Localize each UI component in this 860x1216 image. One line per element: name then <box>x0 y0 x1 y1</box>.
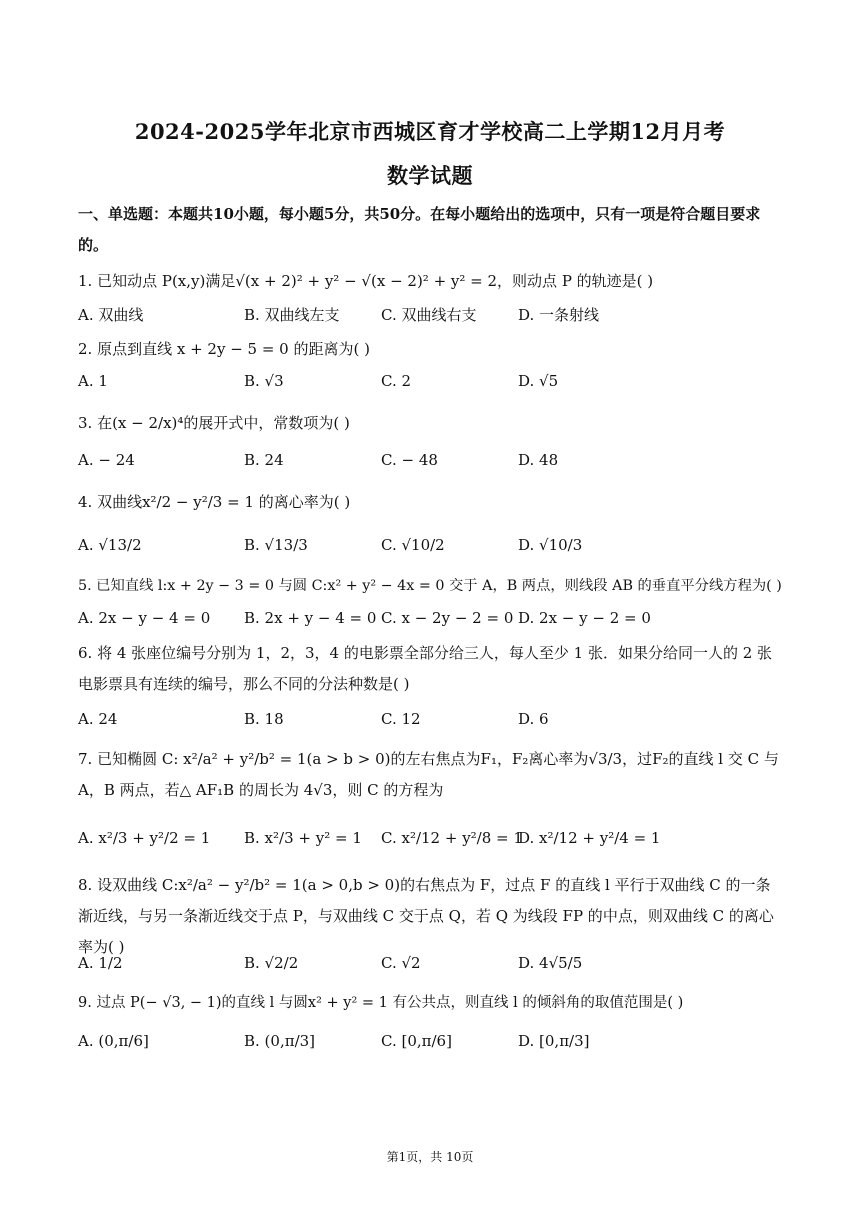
option-a: A. √13/2 <box>78 536 142 554</box>
question-1-options <box>78 304 783 328</box>
option-d: D. √5 <box>518 372 559 390</box>
option-b: B. x²/3 + y² = 1 <box>244 829 362 847</box>
exam-subject: 数学试题 <box>387 163 473 188</box>
option-b: B. (0,π/3] <box>244 1032 316 1050</box>
option-b: B. 2x + y − 4 = 0 <box>244 609 377 627</box>
option-b: B. 双曲线左支 <box>244 306 340 324</box>
option-a: A. 1/2 <box>78 954 123 972</box>
question-2-options <box>78 372 783 396</box>
option-b: B. 24 <box>244 451 284 469</box>
option-a: A. − 24 <box>78 451 135 469</box>
option-d: D. √10/3 <box>518 536 583 554</box>
option-a: A. (0,π/6] <box>78 1032 149 1050</box>
question-6-options <box>78 710 783 734</box>
section-heading: 一、单选题：本题共10小题，每小题5分，共50分。在每小题给出的选项中，只有一项是符合题目要求的。 <box>78 205 761 254</box>
question-5-stem: 5. 已知直线 l:x + 2y − 3 = 0 与圆 C:x² + y² − 4x = 0 交于 A，B 两点，则线段 AB 的垂直平分线方程为( ) <box>78 578 782 594</box>
option-d: D. 一条射线 <box>518 306 600 324</box>
question-6-stem: 6. 将 4 张座位编号分别为 1，2，3，4 的电影票全部分给三人，每人至少 1 张．如果分给同一人的 2 张电影票具有连续的编号，那么不同的分法种数是( ) <box>78 644 773 693</box>
option-d: D. 48 <box>518 451 559 469</box>
option-d: D. 4√5/5 <box>518 954 583 972</box>
option-a: A. 双曲线 <box>78 306 144 324</box>
question-5-options <box>78 609 783 633</box>
option-b: B. √2/2 <box>244 954 299 972</box>
option-c: C. [0,π/6] <box>381 1032 452 1050</box>
question-8-options <box>78 954 783 978</box>
option-c: C. √2 <box>381 954 421 972</box>
option-c: C. √10/2 <box>381 536 445 554</box>
option-b: B. 18 <box>244 710 284 728</box>
option-b: B. √3 <box>244 372 284 390</box>
question-7-stem: 7. 已知椭圆 C: x²/a² + y²/b² = 1(a > b > 0)的左右焦点为F₁，F₂离心率为√3/3，过F₂的直线 l 交 C 与 A，B 两点，若△ AF₁B 的周长为 4√3，则 C 的方程为 <box>78 750 779 799</box>
question-7-options <box>78 829 783 853</box>
option-c: C. 12 <box>381 710 421 728</box>
option-c: C. x − 2y − 2 = 0 <box>381 609 514 627</box>
question-4-options <box>78 536 783 560</box>
option-d: D. 6 <box>518 710 549 728</box>
option-c: C. − 48 <box>381 451 438 469</box>
question-1-stem: 1. 已知动点 P(x,y)满足√(x + 2)² + y² − √(x − 2)² + y² = 2，则动点 P 的轨迹是( ) <box>78 272 654 290</box>
exam-title: 2024-2025学年北京市西城区育才学校高二上学期12月月考 <box>134 119 726 144</box>
question-9-options <box>78 1032 783 1056</box>
option-c: C. 双曲线右支 <box>381 306 477 324</box>
question-8-stem: 8. 设双曲线 C:x²/a² − y²/b² = 1(a > 0,b > 0)的右焦点为 F，过点 F 的直线 l 平行于双曲线 C 的一条渐近线，与另一条渐近线交于点 P，与双曲线 C 交于点 Q，若 Q 为线段 FP 的中点，则双曲线 C 的离心率为( ) <box>78 876 774 956</box>
question-4-stem: 4. 双曲线x²/2 − y²/3 = 1 的离心率为( ) <box>78 493 351 511</box>
question-9-stem: 9. 过点 P(− √3, − 1)的直线 l 与圆x² + y² = 1 有公共点，则直线 l 的倾斜角的取值范围是( ) <box>78 995 684 1011</box>
option-d: D. [0,π/3] <box>518 1032 590 1050</box>
question-2-stem: 2. 原点到直线 x + 2y − 5 = 0 的距离为( ) <box>78 340 370 358</box>
option-a: A. 24 <box>78 710 118 728</box>
question-3-options <box>78 451 783 475</box>
option-c: C. 2 <box>381 372 412 390</box>
option-a: A. x²/3 + y²/2 = 1 <box>78 829 211 847</box>
option-a: A. 1 <box>78 372 108 390</box>
page-footer: 第1页，共 10页 <box>386 1150 474 1164</box>
option-c: C. x²/12 + y²/8 = 1 <box>381 829 523 847</box>
option-b: B. √13/3 <box>244 536 308 554</box>
question-3-stem: 3. 在(x − 2/x)⁴的展开式中，常数项为( ) <box>78 414 350 432</box>
option-a: A. 2x − y − 4 = 0 <box>78 609 211 627</box>
option-d: D. 2x − y − 2 = 0 <box>518 609 651 627</box>
option-d: D. x²/12 + y²/4 = 1 <box>518 829 661 847</box>
